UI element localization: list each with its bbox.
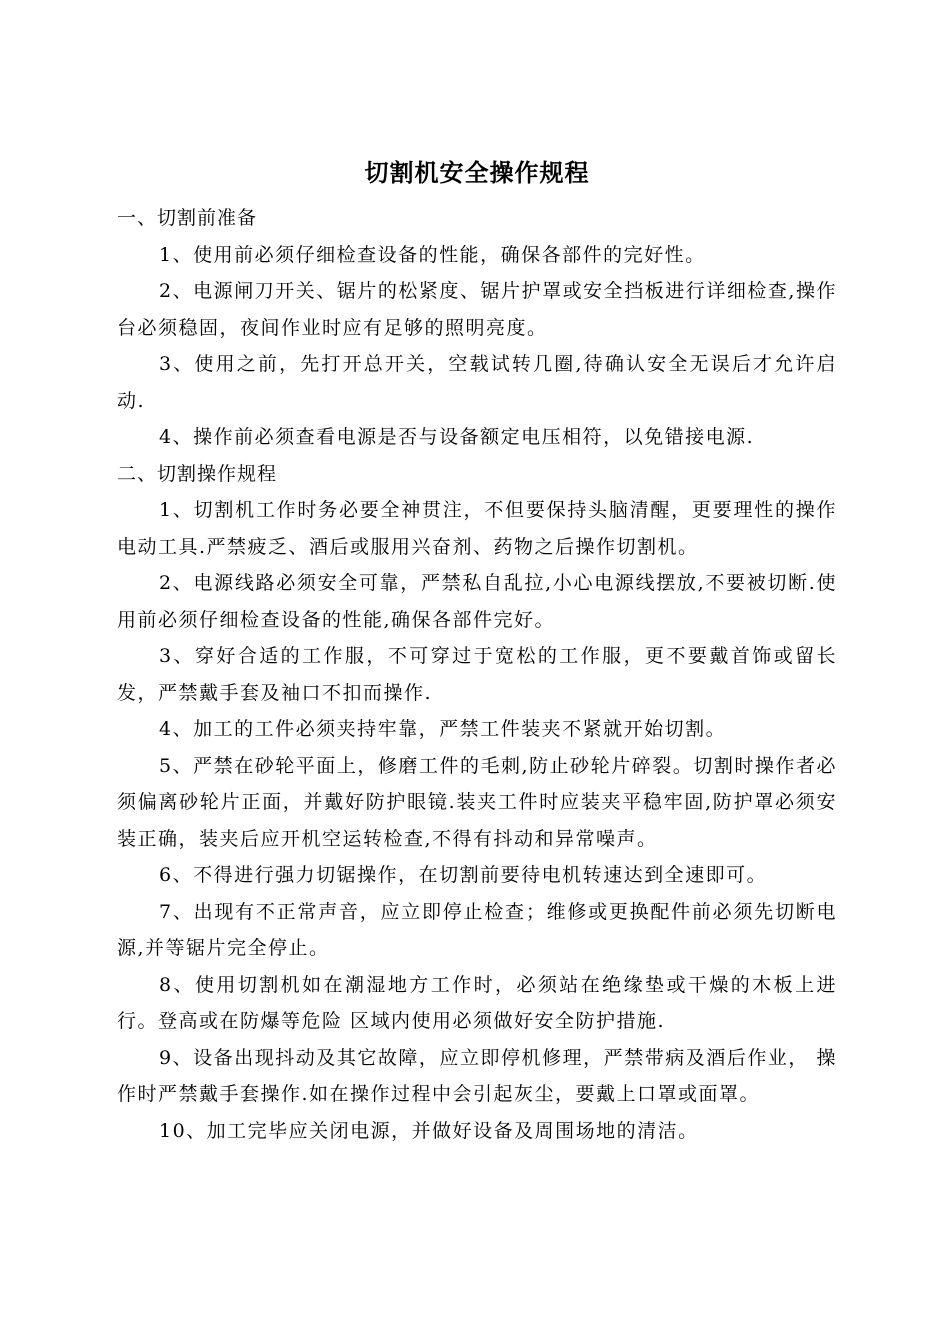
paragraph: 4、加工的工件必须夹持牢靠，严禁工件装夹不紧就开始切割。 [159,718,727,740]
paragraph: 3、穿好合适的工作服，不可穿过于宽松的工作服，更不要戴首饰或留长发，严禁戴手套及袖口不扣而操作. [117,645,837,704]
paragraph: 6、不得进行强力切锯操作，在切割前要待电机转速达到全速即可。 [159,864,768,886]
paragraph: 2、电源闸刀开关、锯片的松紧度、锯片护罩或安全挡板进行详细检查,操作台必须稳固，夜间作业时应有足够的照明亮度。 [117,280,837,339]
paragraph: 1、切割机工作时务必要全神贯注，不但要保持头脑清醒，更要理性的操作电动工具.严禁疲乏、酒后或服用兴奋剂、药物之后操作切割机。 [117,499,837,558]
paragraph: 10、加工完毕应关闭电源，并做好设备及周围场地的清洁。 [159,1119,699,1142]
paragraph: 5、严禁在砂轮平面上，修磨工件的毛刺,防止砂轮片碎裂。切割时操作者必须偏离砂轮片正面，并戴好防护眼镜.装夹工件时应装夹平稳牢固,防护罩必须安装正确，装夹后应开机空运转检查,不得有抖动和异常噪声。 [117,754,837,850]
paragraph: 9、设备出现抖动及其它故障，应立即停机修理，严禁带病及酒后作业， 操作时严禁戴手套操作.如在操作过程中会引起灰尘，要戴上口罩或面罩。 [117,1046,837,1105]
paragraph: 1、使用前必须仔细检查设备的性能，确保各部件的完好性。 [159,243,706,266]
paragraph: 4、操作前必须查看电源是否与设备额定电压相符，以免错接电源. [159,426,755,448]
document-body [117,150,837,1149]
paragraph: 3、使用之前，先打开总开关，空载试转几圈,待确认安全无误后才允许启动. [117,353,837,412]
paragraph: 8、使用切割机如在潮湿地方工作时，必须站在绝缘垫或干燥的木板上进行。登高或在防爆等危险 区域内使用必须做好安全防护措施. [117,973,837,1032]
document-title: 切割机安全操作规程 [364,159,590,187]
paragraph: 2、电源线路必须安全可靠，严禁私自乱拉,小心电源线摆放,不要被切断.使用前必须仔细检查设备的性能,确保各部件完好。 [117,572,837,631]
paragraph: 7、出现有不正常声音，应立即停止检查；维修或更换配件前必须先切断电源,并等锯片完全停止。 [117,900,837,959]
section-operation-rules [117,456,837,1150]
section-heading: 一、切割前准备 [117,207,258,229]
section-heading: 二、切割操作规程 [117,462,278,485]
section-preparation [117,200,837,456]
